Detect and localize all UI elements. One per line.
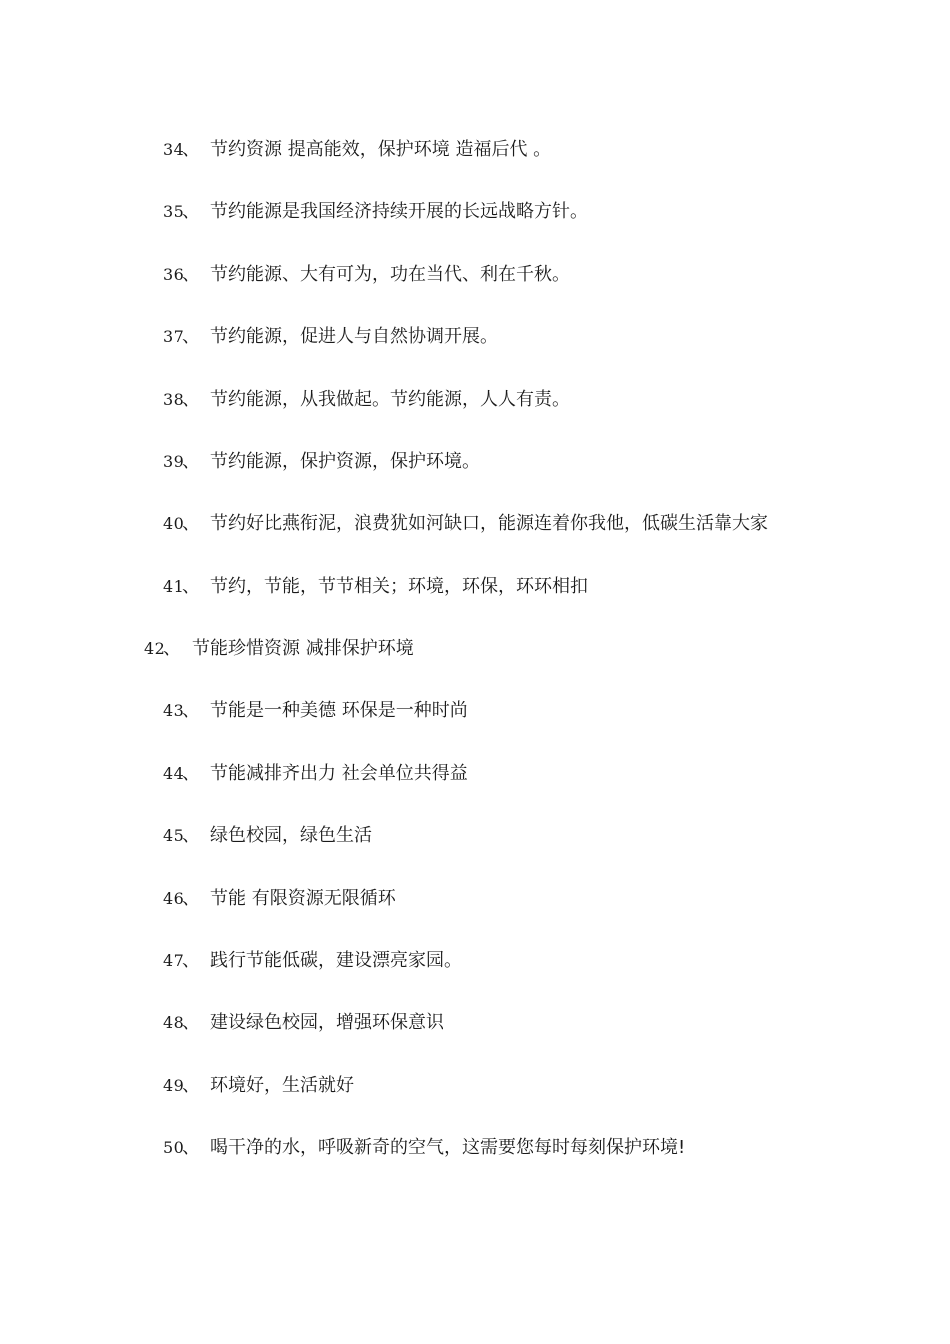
item-separator: 、 — [163, 638, 181, 659]
item-text: 节约，节能，节节相关；环境，环保，环环相扣 — [210, 576, 588, 597]
item-number: 42 — [144, 639, 166, 658]
item-number: 38 — [163, 390, 185, 409]
item-separator: 、 — [182, 950, 200, 971]
item-number: 41 — [163, 577, 185, 596]
item-text: 节约资源 提高能效，保护环境 造福后代 。 — [210, 139, 552, 160]
item-number: 40 — [163, 514, 185, 533]
item-text: 践行节能低碳，建设漂亮家园。 — [210, 950, 462, 971]
item-number: 43 — [163, 701, 185, 720]
item-separator: 、 — [182, 389, 200, 410]
item-number: 37 — [163, 327, 185, 346]
item-text: 节约能源，从我做起。节约能源，人人有责。 — [210, 389, 570, 410]
item-number: 47 — [163, 951, 185, 970]
item-separator: 、 — [182, 139, 200, 160]
item-number: 35 — [163, 202, 185, 221]
item-separator: 、 — [182, 513, 200, 534]
item-separator: 、 — [182, 888, 200, 909]
item-separator: 、 — [182, 763, 200, 784]
item-text: 建设绿色校园，增强环保意识 — [210, 1012, 444, 1033]
item-separator: 、 — [182, 825, 200, 846]
item-text: 节能 有限资源无限循环 — [210, 888, 396, 909]
item-text: 节约好比燕衔泥，浪费犹如河缺口，能源连着你我他，低碳生活靠大家 — [210, 513, 768, 534]
item-separator: 、 — [182, 1075, 200, 1096]
item-number: 36 — [163, 265, 185, 284]
item-number: 34 — [163, 140, 185, 159]
item-text: 节约能源、大有可为，功在当代、利在千秋。 — [210, 264, 570, 285]
item-text: 节能珍惜资源 减排保护环境 — [192, 638, 414, 659]
item-separator: 、 — [182, 451, 200, 472]
item-number: 39 — [163, 452, 185, 471]
item-text: 节约能源，保护资源，保护环境。 — [210, 451, 480, 472]
item-separator: 、 — [182, 576, 200, 597]
item-text: 节约能源，促进人与自然协调开展。 — [210, 326, 498, 347]
item-separator: 、 — [182, 1012, 200, 1033]
item-text: 节约能源是我国经济持续开展的长远战略方针。 — [210, 201, 588, 222]
item-separator: 、 — [182, 201, 200, 222]
item-text: 绿色校园，绿色生活 — [210, 825, 372, 846]
item-number: 49 — [163, 1076, 185, 1095]
item-number: 50 — [163, 1138, 185, 1157]
item-separator: 、 — [182, 264, 200, 285]
item-separator: 、 — [182, 1137, 200, 1158]
item-number: 44 — [163, 764, 185, 783]
item-text: 喝干净的水，呼吸新奇的空气，这需要您每时每刻保护环境! — [210, 1137, 686, 1158]
item-text: 环境好，生活就好 — [210, 1075, 354, 1096]
item-separator: 、 — [182, 326, 200, 347]
item-separator: 、 — [182, 700, 200, 721]
item-number: 46 — [163, 889, 185, 908]
item-number: 45 — [163, 826, 185, 845]
item-text: 节能减排齐出力 社会单位共得益 — [210, 763, 468, 784]
item-number: 48 — [163, 1013, 185, 1032]
item-text: 节能是一种美德 环保是一种时尚 — [210, 700, 468, 721]
